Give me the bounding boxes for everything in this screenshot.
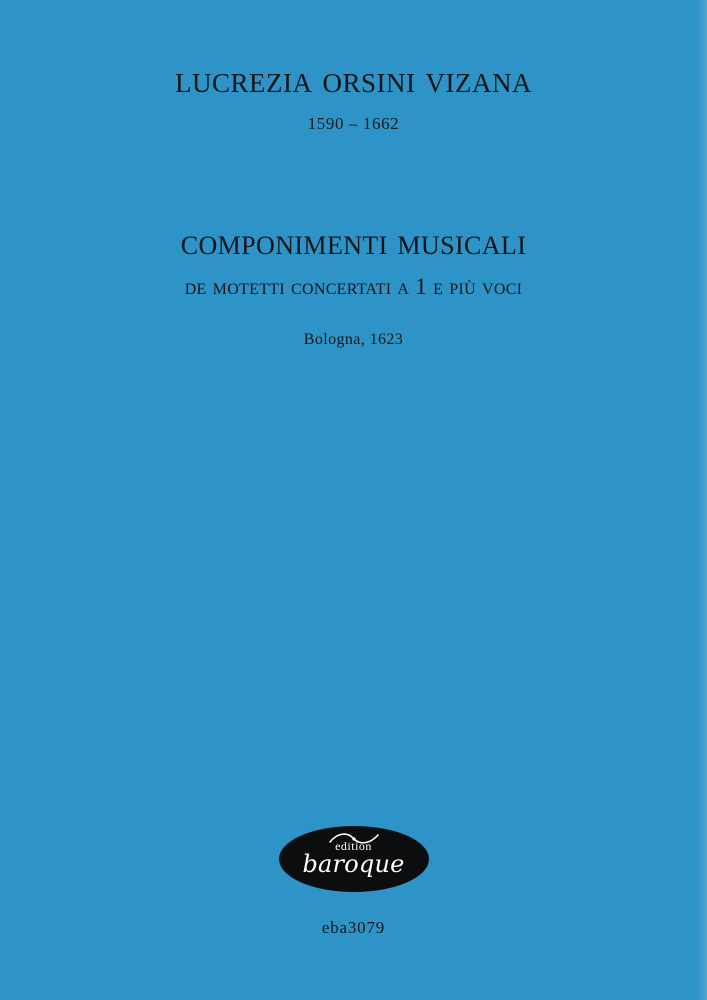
work-place-year: Bologna, 1623: [303, 331, 404, 348]
composer-name: lucrezia orsini vizana: [175, 59, 532, 101]
logo-ellipse-shape: [279, 826, 429, 892]
edition-number: eba3079: [321, 918, 386, 937]
publisher-logo: [0, 826, 707, 897]
logo-edition-text: edition: [335, 839, 372, 853]
composer-dates: 1590 – 1662: [307, 114, 400, 133]
work-subtitle: de motetti concertati a 1 e più voci: [184, 274, 523, 299]
logo-baroque-text: baroque: [302, 850, 405, 878]
composer-block: [0, 58, 707, 134]
title-block: [0, 222, 707, 349]
work-title: componimenti musicali: [180, 222, 527, 263]
